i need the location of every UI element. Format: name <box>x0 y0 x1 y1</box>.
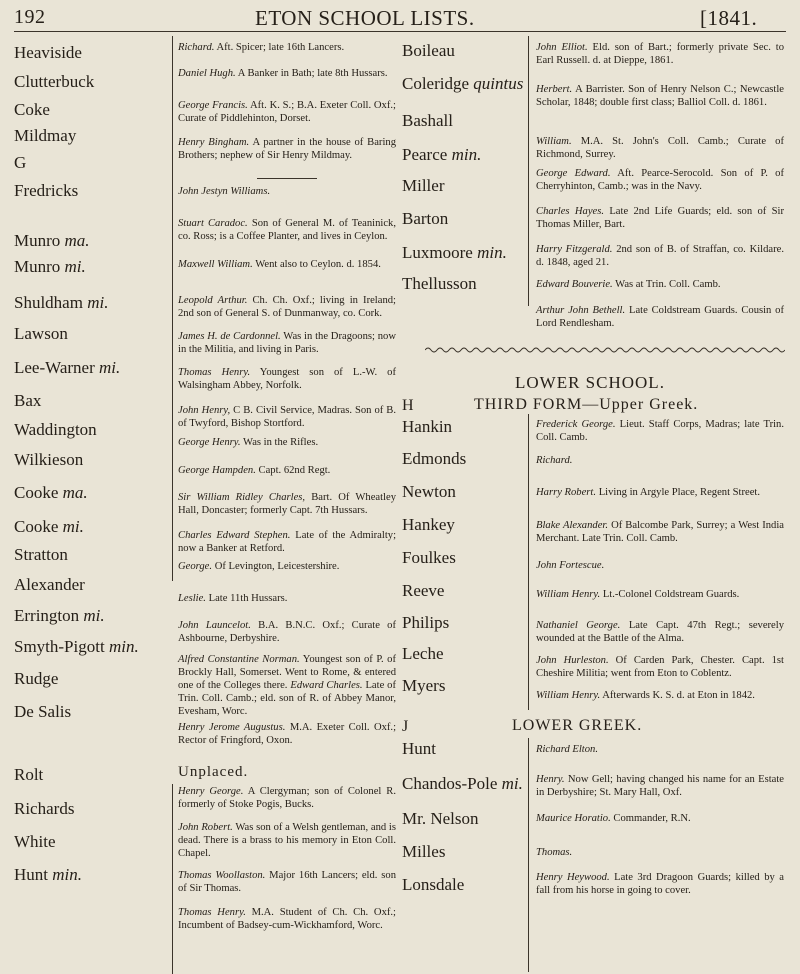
pupil-name: Edmonds <box>402 449 467 468</box>
pupil-name: Pearce min. <box>402 145 482 164</box>
pupil-name: G <box>14 153 27 172</box>
pupil-name: Coleridge quintus <box>402 74 524 93</box>
pupil-name: Hankey <box>402 515 455 534</box>
biography-entry: Richard Elton. <box>536 744 598 755</box>
biography-entry: Maurice Horatio. Commander, R.N. <box>536 813 691 824</box>
biography-entry: Frederick George. Lieut. Staff Corps, Madras; late Trin. Coll. Camb. <box>536 419 785 443</box>
pupil-name: Shuldham mi. <box>14 293 109 312</box>
entry-rule <box>257 178 317 179</box>
pupil-name: Newton <box>402 482 456 501</box>
column-divider <box>528 414 529 710</box>
biography-entry: Harry Fitzgerald. 2nd son of B. of Straffan, co. Kildare. d. 1848, aged 21. <box>536 244 784 268</box>
pupil-name: White <box>14 832 56 851</box>
biography-entry: Richard. <box>536 455 573 466</box>
pupil-name: Smyth-Pigott min. <box>14 637 139 656</box>
pupil-name: Hunt <box>402 739 436 758</box>
pupil-name: Bashall <box>402 111 453 130</box>
pupil-name: Heaviside <box>14 43 82 62</box>
pupil-name: Boileau <box>402 41 455 60</box>
column-divider <box>528 36 529 306</box>
biography-entry: Nathaniel George. Late Capt. 47th Regt.; severely wounded at the Battle of the Alma. <box>536 620 784 644</box>
biography-entry: John Jestyn Williams. <box>178 186 271 197</box>
biography-entry: Henry Bingham. A partner in the house of Baring Brothers; nephew of Sir Henry Mildmay. <box>178 137 396 161</box>
biography-entry: John Elliot. Eld. son of Bart.; formerly private Sec. to Earl Russell. d. at Dieppe, 1861. <box>536 42 784 66</box>
pupil-name: Coke <box>14 100 50 119</box>
pupil-name: Bax <box>14 391 42 410</box>
third-form-heading: THIRD FORM—Upper Greek. <box>474 396 699 413</box>
biography-entry: Henry George. A Clergyman; son of Colonel R. formerly of Stoke Pogis, Bucks. <box>178 786 396 810</box>
biography-entry: Richard. Aft. Spicer; late 16th Lancers. <box>178 42 345 53</box>
pupil-name: Barton <box>402 209 449 228</box>
biography-entry: Sir William Ridley Charles, Bart. Of Wheatley Hall, Doncaster; formerly Capt. 7th Hussars. <box>178 492 396 516</box>
pupil-name: Hunt min. <box>14 865 82 884</box>
column-divider <box>172 36 173 581</box>
pupil-name: Munro ma. <box>14 231 90 250</box>
biography-entry: Charles Edward Stephen. Late of the Admiralty; now a Banker at Retford. <box>178 530 397 554</box>
pupil-name: Waddington <box>14 420 97 439</box>
pupil-name: Milles <box>402 842 446 861</box>
pupil-name: Alexander <box>14 575 85 594</box>
biography-entry: Edward Bouverie. Was at Trin. Coll. Camb. <box>536 279 721 290</box>
pupil-name: Mr. Nelson <box>402 809 479 828</box>
biography-entry: James H. de Cardonnel. Was in the Dragoons; now in the Militia, and living in Paris. <box>178 331 396 355</box>
pupil-name: Clutterbuck <box>14 72 95 91</box>
pupil-name: Thellusson <box>402 274 477 293</box>
biography-entry: Maxwell William. Went also to Ceylon. d. 1854. <box>178 259 381 270</box>
pupil-name: Cooke ma. <box>14 483 88 502</box>
biography-entry: John Fortescue. <box>536 560 605 571</box>
pupil-name: De Salis <box>14 702 72 721</box>
page-year: [1841. <box>700 6 758 30</box>
pupil-name: Leche <box>402 644 444 663</box>
biography-entry: William Henry. Afterwards K. S. d. at Eton in 1842. <box>536 690 755 701</box>
pupil-name: Lee-Warner mi. <box>14 358 121 377</box>
pupil-name: Lonsdale <box>402 875 465 894</box>
pupil-name: Stratton <box>14 545 68 564</box>
pupil-name: Myers <box>402 676 446 695</box>
biography-entry: John Hurleston. Of Carden Park, Chester. Capt. 1st Cheshire Militia; went from Eton to Coblentz. <box>536 655 784 679</box>
pupil-name: Chandos-Pole mi. <box>402 774 523 793</box>
lower-greek-heading: LOWER GREEK. <box>512 717 643 734</box>
pupil-name: Luxmoore min. <box>402 243 507 262</box>
pupil-name: Lawson <box>14 324 68 343</box>
biography-entry: John Robert. Was son of a Welsh gentleman, and is dead. There is a brass to his memory in Eton Coll. Chapel. <box>178 822 396 859</box>
biography-entry: Harry Robert. Living in Argyle Place, Regent Street. <box>536 487 761 498</box>
biography-entry: Alfred Constantine Norman. Youngest son of P. of Brockly Hall, Somerset. Went to Rome, & entered one of the Colleges there. Edward Charles. Late of Trin. Coll. Camb.; eld. son of R. of Abbey Manor, Evesham, Worc. <box>178 654 397 717</box>
biography-entry: John Launcelot. B.A. B.N.C. Oxf.; Curate of Ashbourne, Derbyshire. <box>178 620 396 644</box>
page-title: ETON SCHOOL LISTS. <box>255 6 475 30</box>
pupil-name: Wilkieson <box>14 450 84 469</box>
pupil-name: Philips <box>402 613 450 632</box>
pupil-name: Errington mi. <box>14 606 105 625</box>
biography-entry: Charles Hayes. Late 2nd Life Guards; eld. son of Sir Thomas Miller, Bart. <box>536 206 784 230</box>
biography-entry: George Hampden. Capt. 62nd Regt. <box>178 465 331 476</box>
pupil-name: Munro mi. <box>14 257 86 276</box>
biography-entry: George Francis. Aft. K. S.; B.A. Exeter Coll. Oxf.; Curate of Piddlehinton, Dorset. <box>178 100 396 124</box>
pupil-name: Cooke mi. <box>14 517 84 536</box>
header-rule <box>14 31 786 32</box>
biography-entry: John Henry, C B. Civil Service, Madras. Son of B. of Twyford, Bishop Stortford. <box>178 405 397 429</box>
pupil-name: Rolt <box>14 765 44 784</box>
biography-entry: William Henry. Lt.-Colonel Coldstream Guards. <box>536 589 740 600</box>
pupil-name: Reeve <box>402 581 445 600</box>
biography-entry: Herbert. A Barrister. Son of Henry Nelson C.; Newcastle Scholar, 1848; double first class; Balliol Coll. d. 1861. <box>536 84 784 108</box>
biography-entry: Thomas Henry. M.A. Student of Ch. Ch. Oxf.; Incumbent of Badsey-cum-Wickhamford, Worc. <box>178 907 396 931</box>
biography-entry: Thomas Woollaston. Major 16th Lancers; eld. son of Sir Thomas. <box>178 870 396 894</box>
biography-entry: Henry. Now Gell; having changed his name for an Estate in Derbyshire; St. Mary Hall, Oxf. <box>536 774 784 798</box>
pupil-name: Miller <box>402 176 445 195</box>
unplaced-rule <box>172 784 173 974</box>
biography-entry: Leopold Arthur. Ch. Ch. Oxf.; living in Ireland; 2nd son of General S. of Dunmanway, co. Cork. <box>178 295 396 319</box>
biography-entry: Arthur John Bethell. Late Coldstream Guards. Cousin of Lord Rendlesham. <box>536 305 784 329</box>
page-number: 192 <box>14 6 46 28</box>
wavy-separator <box>425 346 785 354</box>
biography-entry: Stuart Caradoc. Son of General M. of Teaninick, co. Ross; is a Coffee Planter, and lives in Ceylon. <box>178 218 397 242</box>
biography-entry: Thomas Henry. Youngest son of L.-W. of Walsingham Abbey, Norfolk. <box>178 367 396 391</box>
pupil-name: Richards <box>14 799 75 818</box>
lower-school-heading: LOWER SCHOOL. <box>515 373 665 392</box>
pupil-name: Mildmay <box>14 126 77 145</box>
biography-entry: Leslie. Late 11th Hussars. <box>178 593 288 604</box>
pupil-name: Foulkes <box>402 548 456 567</box>
pupil-name: Hankin <box>402 417 453 436</box>
biography-entry: William. M.A. St. John's Coll. Camb.; Curate of Richmond, Surrey. <box>536 136 784 160</box>
lower-greek-letter: J <box>402 718 410 735</box>
biography-entry: Henry Heywood. Late 3rd Dragoon Guards; killed by a fall from his horse in going to cover. <box>536 872 784 896</box>
biography-entry: Blake Alexander. Of Balcombe Park, Surrey; a West India Merchant. Late Trin. Coll. Camb. <box>536 520 784 544</box>
unplaced-heading: Unplaced. <box>178 764 249 780</box>
third-form-letter: H <box>402 397 415 414</box>
biography-entry: Henry Jerome Augustus. M.A. Exeter Coll. Oxf.; Rector of Fringford, Oxon. <box>178 722 397 746</box>
pupil-name: Fredricks <box>14 181 79 200</box>
biography-entry: George Edward. Aft. Pearce-Serocold. Son of P. of Cherryhinton, Camb.; was in the Navy. <box>536 168 784 192</box>
biography-entry: Daniel Hugh. A Banker in Bath; late 8th Hussars. <box>178 68 388 79</box>
biography-entry: Thomas. <box>536 847 573 858</box>
column-divider <box>528 738 529 972</box>
biography-entry: George Henry. Was in the Rifles. <box>178 437 319 448</box>
pupil-name: Rudge <box>14 669 59 688</box>
biography-entry: George. Of Levington, Leicestershire. <box>178 561 340 572</box>
